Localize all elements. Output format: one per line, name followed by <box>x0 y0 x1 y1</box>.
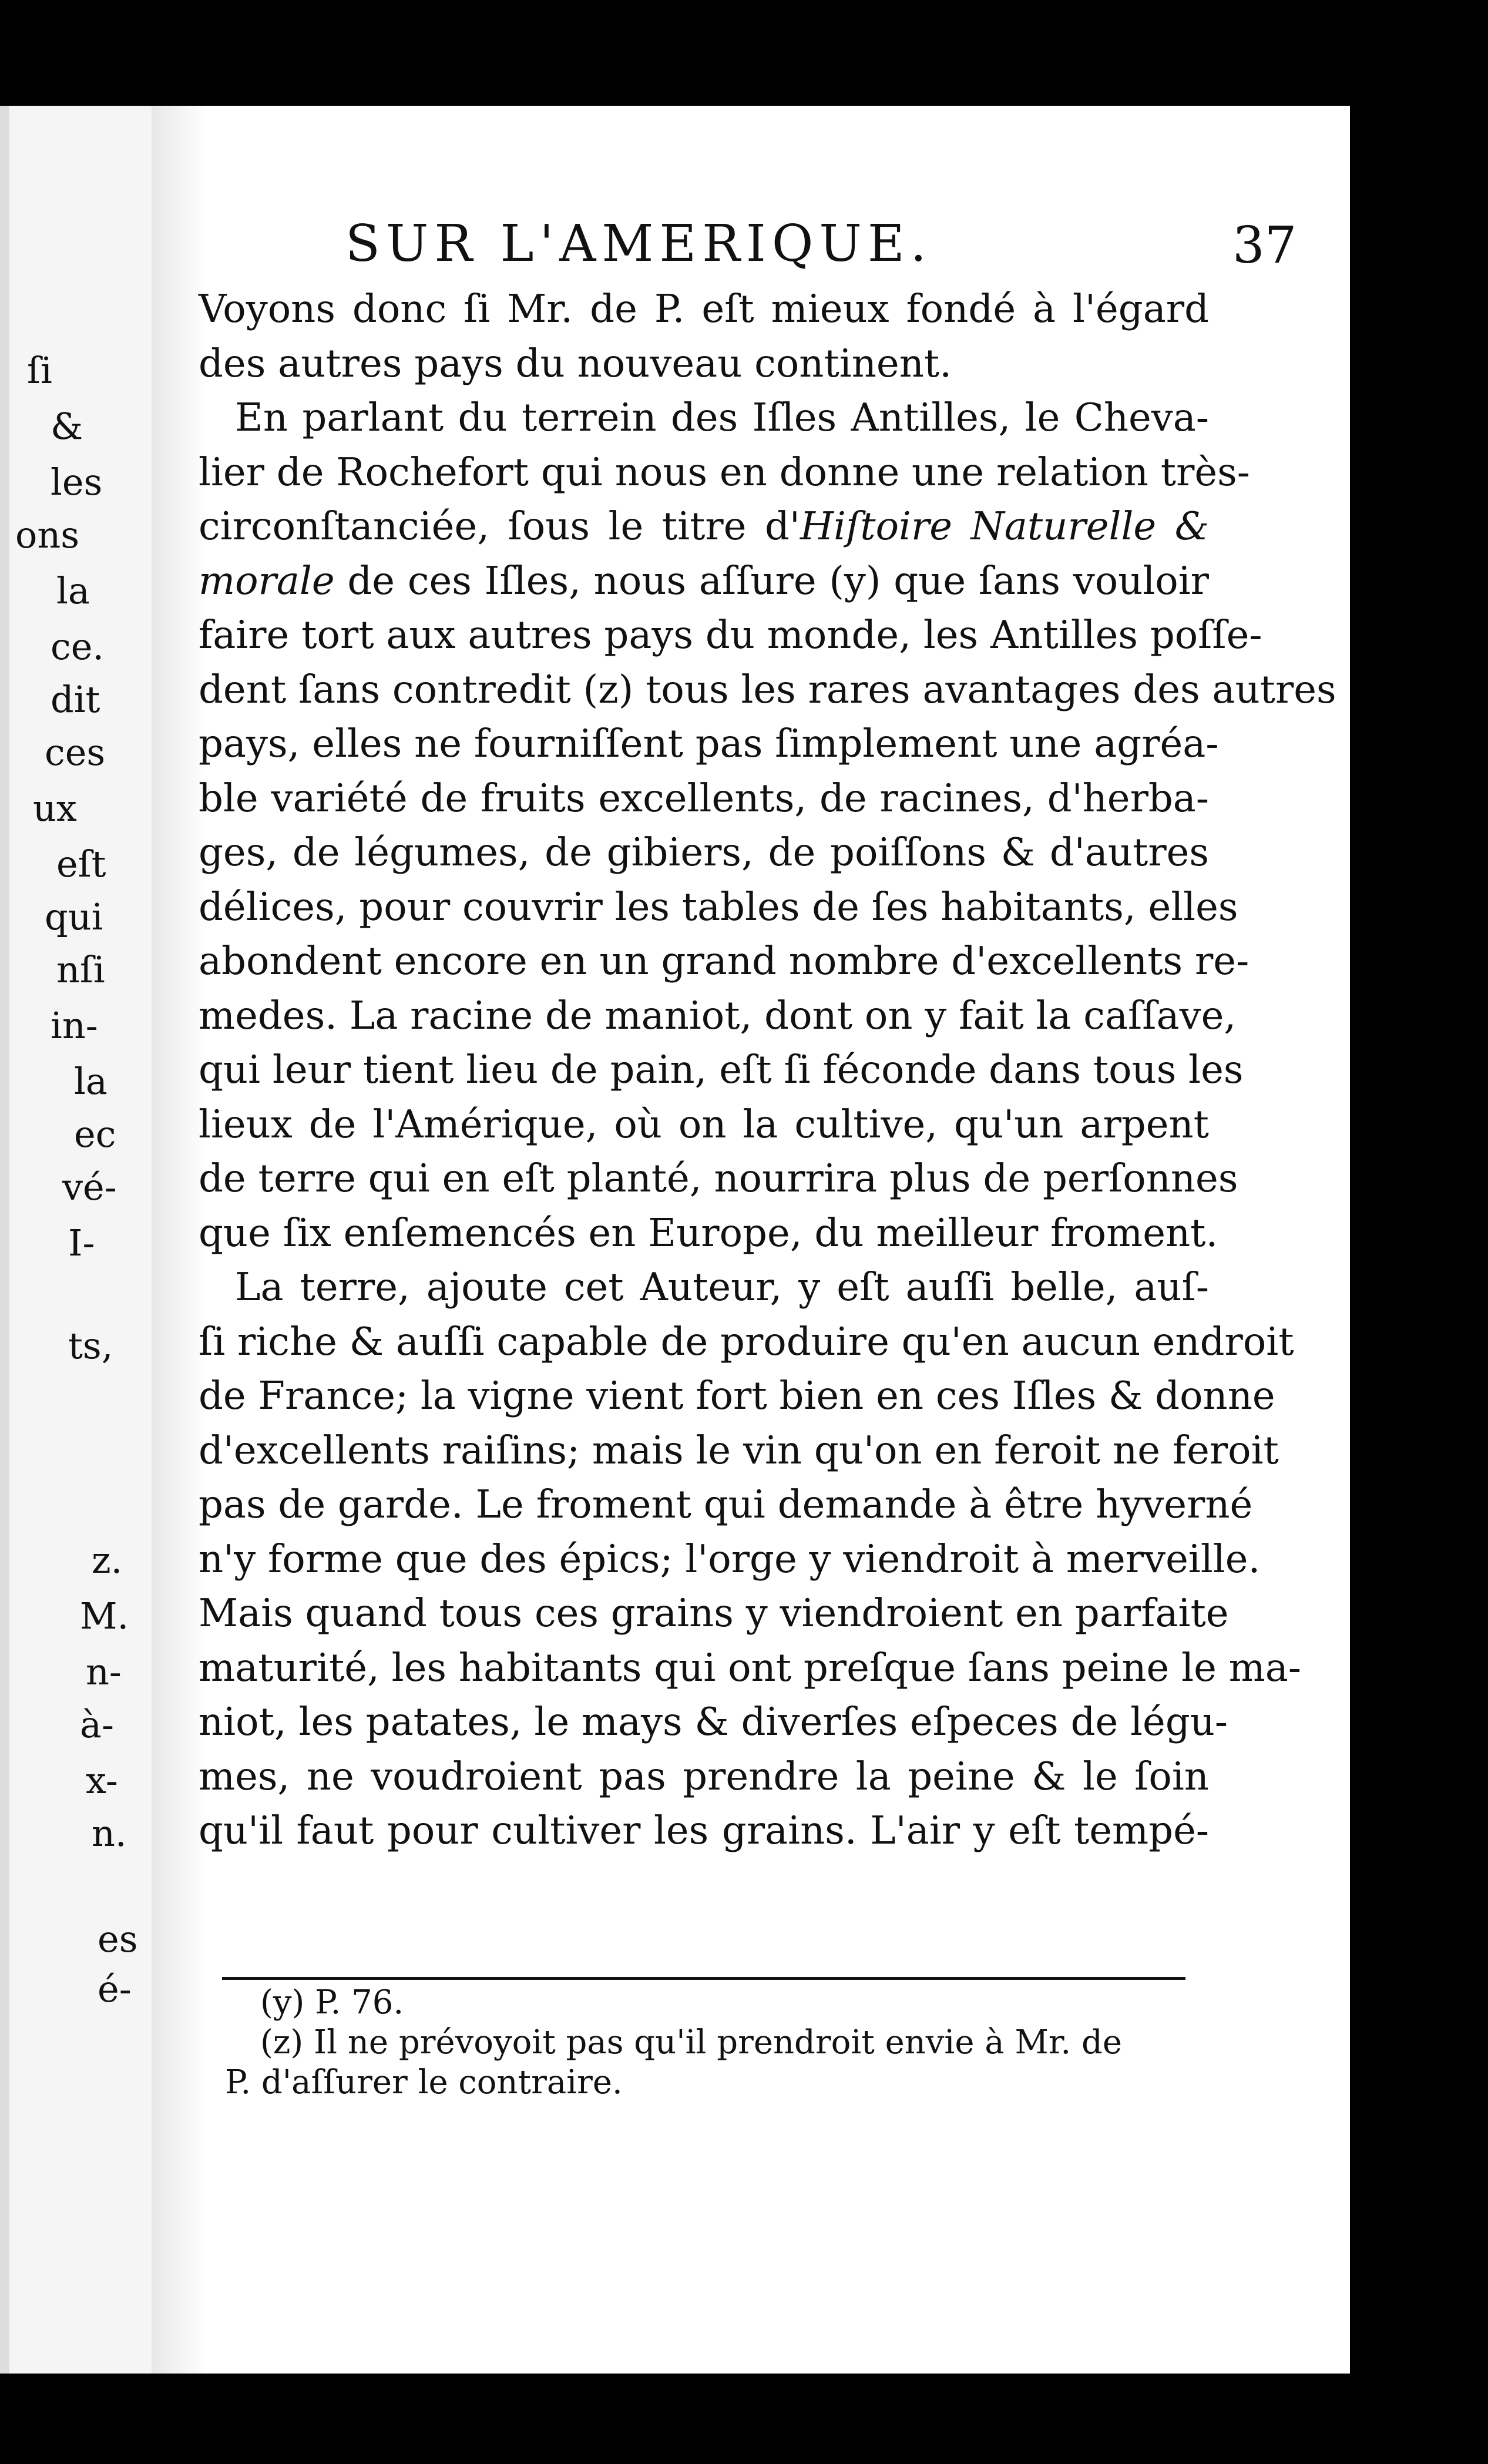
previous-page-fragment: qui <box>45 895 103 938</box>
previous-page-fragment: ts, <box>68 1324 113 1367</box>
previous-page-edge <box>9 106 163 2374</box>
book-page <box>152 106 1350 2374</box>
text-line <box>199 1586 1229 1641</box>
text-line <box>199 391 1209 445</box>
previous-page-fragment: la <box>56 569 90 612</box>
previous-page-fragment: à- <box>80 1703 114 1746</box>
previous-page-fragment: la <box>74 1060 108 1103</box>
text-line <box>199 1369 1275 1424</box>
page-number: 37 <box>1232 216 1297 275</box>
text-line <box>199 1152 1238 1206</box>
line-text: de terre qui en eſt planté, nourrira plus de perſonnes <box>199 1156 1238 1201</box>
text-line <box>199 663 1336 717</box>
line-text: pays, elles ne fourniſſent pas ſimplement une agréa- <box>199 721 1219 766</box>
line-text: de France; la vigne vient fort bien en ces Iſles & donne <box>199 1374 1275 1418</box>
line-text: dent ſans contredit (z) tous les rares avantages des autres <box>199 667 1336 712</box>
text-line <box>199 554 1209 609</box>
previous-page-fragment: ux <box>33 787 77 830</box>
line-text: des autres pays du nouveau continent. <box>199 341 952 386</box>
previous-page-fragment: in- <box>51 1004 98 1047</box>
line-text: Mais quand tous ces grains y viendroient en parfaite <box>199 1591 1229 1636</box>
text-line <box>199 445 1250 500</box>
text-line <box>199 1424 1279 1478</box>
previous-page-fragment: n- <box>86 1650 122 1693</box>
line-text: La terre, ajoute cet Auteur, y eſt auſſi belle, auſ- <box>235 1265 1209 1310</box>
previous-page-fragment: ec <box>74 1113 116 1156</box>
text-line <box>199 934 1249 989</box>
text-line <box>199 880 1238 935</box>
line-text: lier de Rochefort qui nous en donne une relation très- <box>199 449 1250 495</box>
line-text: circonſtanciée, ſous le titre d' <box>199 504 800 549</box>
line-text: n'y forme que des épics; l'orge y viendroit à merveille. <box>199 1536 1261 1582</box>
previous-page-fragment: z. <box>92 1539 123 1582</box>
previous-page-fragment: ons <box>15 513 80 556</box>
previous-page-fragment: ſi <box>27 349 52 392</box>
previous-page-fragment: les <box>51 461 103 503</box>
previous-page-fragment: x- <box>86 1759 118 1802</box>
line-text: pas de garde. Le froment qui demande à être hyverné <box>199 1482 1253 1527</box>
text-line <box>199 1043 1244 1097</box>
line-text: En parlant du terrein des Iſles Antilles, le Cheva- <box>235 395 1209 440</box>
previous-page-fragment: & <box>51 405 83 448</box>
text-line <box>199 1532 1261 1587</box>
previous-page-fragment: nſi <box>56 948 105 991</box>
previous-page-fragment: eſt <box>56 842 106 885</box>
footnote: P. d'aſſurer le contraire. <box>225 2063 623 2102</box>
text-line <box>199 989 1237 1043</box>
previous-page-fragment: dit <box>51 678 100 721</box>
text-line <box>199 1315 1294 1369</box>
previous-page-fragment: n. <box>92 1812 127 1855</box>
footnote: (z) Il ne prévoyoit pas qu'il prendroit envie à Mr. de <box>260 2023 1123 2062</box>
line-text: qui leur tient lieu de pain, eſt ſi féconde dans tous les <box>199 1048 1244 1092</box>
line-text: délices, pour couvrir les tables de ſes habitants, elles <box>199 884 1238 929</box>
line-text: abondent encore en un grand nombre d'excellents re- <box>199 939 1249 983</box>
previous-page-fragment: é- <box>98 1968 132 2010</box>
line-text: medes. La racine de maniot, dont on y fait la caſſave, <box>199 993 1237 1038</box>
line-text: d'excellents raiſins; mais le vin qu'on en feroit ne feroit <box>199 1428 1279 1473</box>
text-line <box>199 1097 1209 1152</box>
footnote: (y) P. 76. <box>260 1983 404 2022</box>
line-text: lieux de l'Amérique, où on la cultive, qu'un arpent <box>199 1102 1209 1147</box>
line-text: mes, ne voudroient pas prendre la peine & le ſoin <box>199 1754 1209 1799</box>
line-text: ſi riche & auſſi capable de produire qu'en aucun endroit <box>199 1319 1294 1364</box>
previous-page-fragment: vé- <box>62 1166 117 1208</box>
italic-text: morale <box>199 558 335 603</box>
footnote-rule <box>222 1977 1185 1980</box>
running-head: SUR L'AMERIQUE. <box>345 214 932 273</box>
line-text: niot, les patates, le mays & diverſes eſpeces de légu- <box>199 1700 1228 1744</box>
text-line <box>199 608 1262 663</box>
previous-page-fragment: ce. <box>51 625 105 668</box>
line-text: ble variété de fruits excellents, de racines, d'herba- <box>199 776 1209 821</box>
previous-page-fragment: es <box>98 1918 138 1961</box>
line-text: faire tort aux autres pays du monde, les Antilles poſſe- <box>199 613 1262 657</box>
footnotes <box>225 1983 1200 2103</box>
previous-page-fragment: M. <box>80 1594 129 1637</box>
previous-page-fragment: ces <box>45 731 106 774</box>
line-text: maturité, les habitants qui ont preſque ſans peine le ma- <box>199 1645 1301 1690</box>
line-text: de ces Iſles, nous aſſure (y) que ſans vouloir <box>334 558 1209 603</box>
text-line <box>199 1750 1209 1804</box>
text-line <box>199 1478 1253 1532</box>
text-line <box>199 1804 1209 1858</box>
italic-text: Hiſtoire Naturelle & <box>800 504 1209 549</box>
text-line <box>199 1641 1301 1696</box>
text-line <box>199 499 1209 554</box>
text-line <box>199 1695 1228 1750</box>
line-text: que ſix enſemencés en Europe, du meilleur froment. <box>199 1210 1218 1256</box>
previous-page-fragment: I- <box>68 1221 95 1264</box>
text-line <box>199 337 1209 391</box>
body-text <box>199 282 1336 1858</box>
line-text: ges, de légumes, de gibiers, de poiſſons & d'autres <box>199 830 1209 875</box>
text-line <box>199 1206 1218 1261</box>
text-line <box>199 771 1209 826</box>
text-line <box>199 825 1209 880</box>
text-line <box>199 282 1209 337</box>
text-line <box>199 1260 1209 1315</box>
line-text: Voyons donc ſi Mr. de P. eſt mieux fondé à l'égard <box>199 287 1209 331</box>
line-text: qu'il faut pour cultiver les grains. L'air y eſt tempé- <box>199 1808 1209 1853</box>
text-line <box>199 717 1219 771</box>
